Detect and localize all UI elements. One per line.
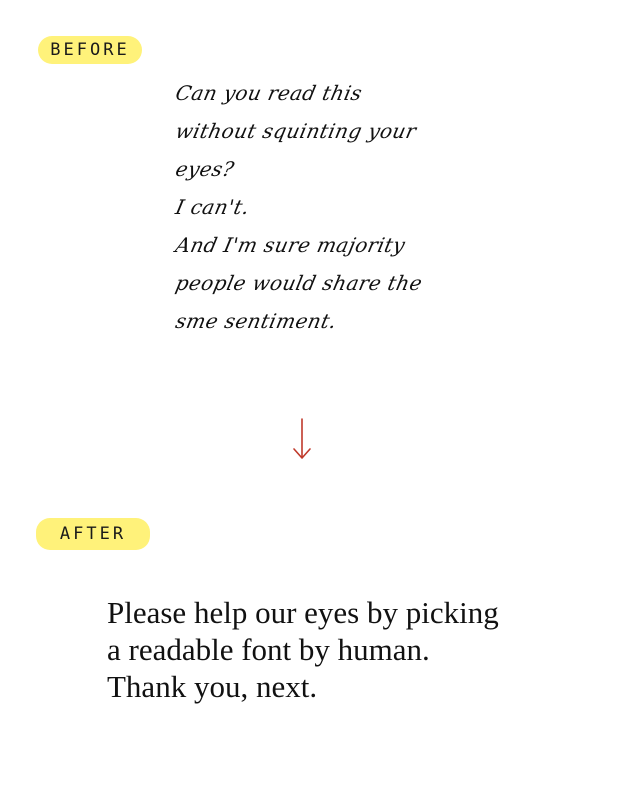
- after-label: [36, 518, 150, 550]
- script-line: I can't.: [173, 195, 252, 219]
- script-line: Can you read this: [173, 81, 365, 105]
- before-label: [38, 36, 142, 64]
- script-line: And I'm sure majority: [173, 233, 408, 257]
- script-font-sample: [173, 74, 476, 340]
- readable-line: Please help our eyes by picking: [107, 595, 499, 630]
- script-line: eyes?: [173, 157, 237, 181]
- readable-line: a readable font by human.: [107, 632, 430, 667]
- script-line: without squinting your: [173, 119, 419, 143]
- script-line: sme sentiment.: [173, 309, 340, 333]
- script-line: people would share the: [173, 271, 425, 295]
- arrow-down-icon: [290, 413, 314, 463]
- after-label-text: AFTER: [59, 524, 127, 544]
- readable-font-sample: [107, 594, 607, 705]
- readable-line: Thank you, next.: [107, 669, 318, 704]
- before-label-text: BEFORE: [50, 40, 130, 60]
